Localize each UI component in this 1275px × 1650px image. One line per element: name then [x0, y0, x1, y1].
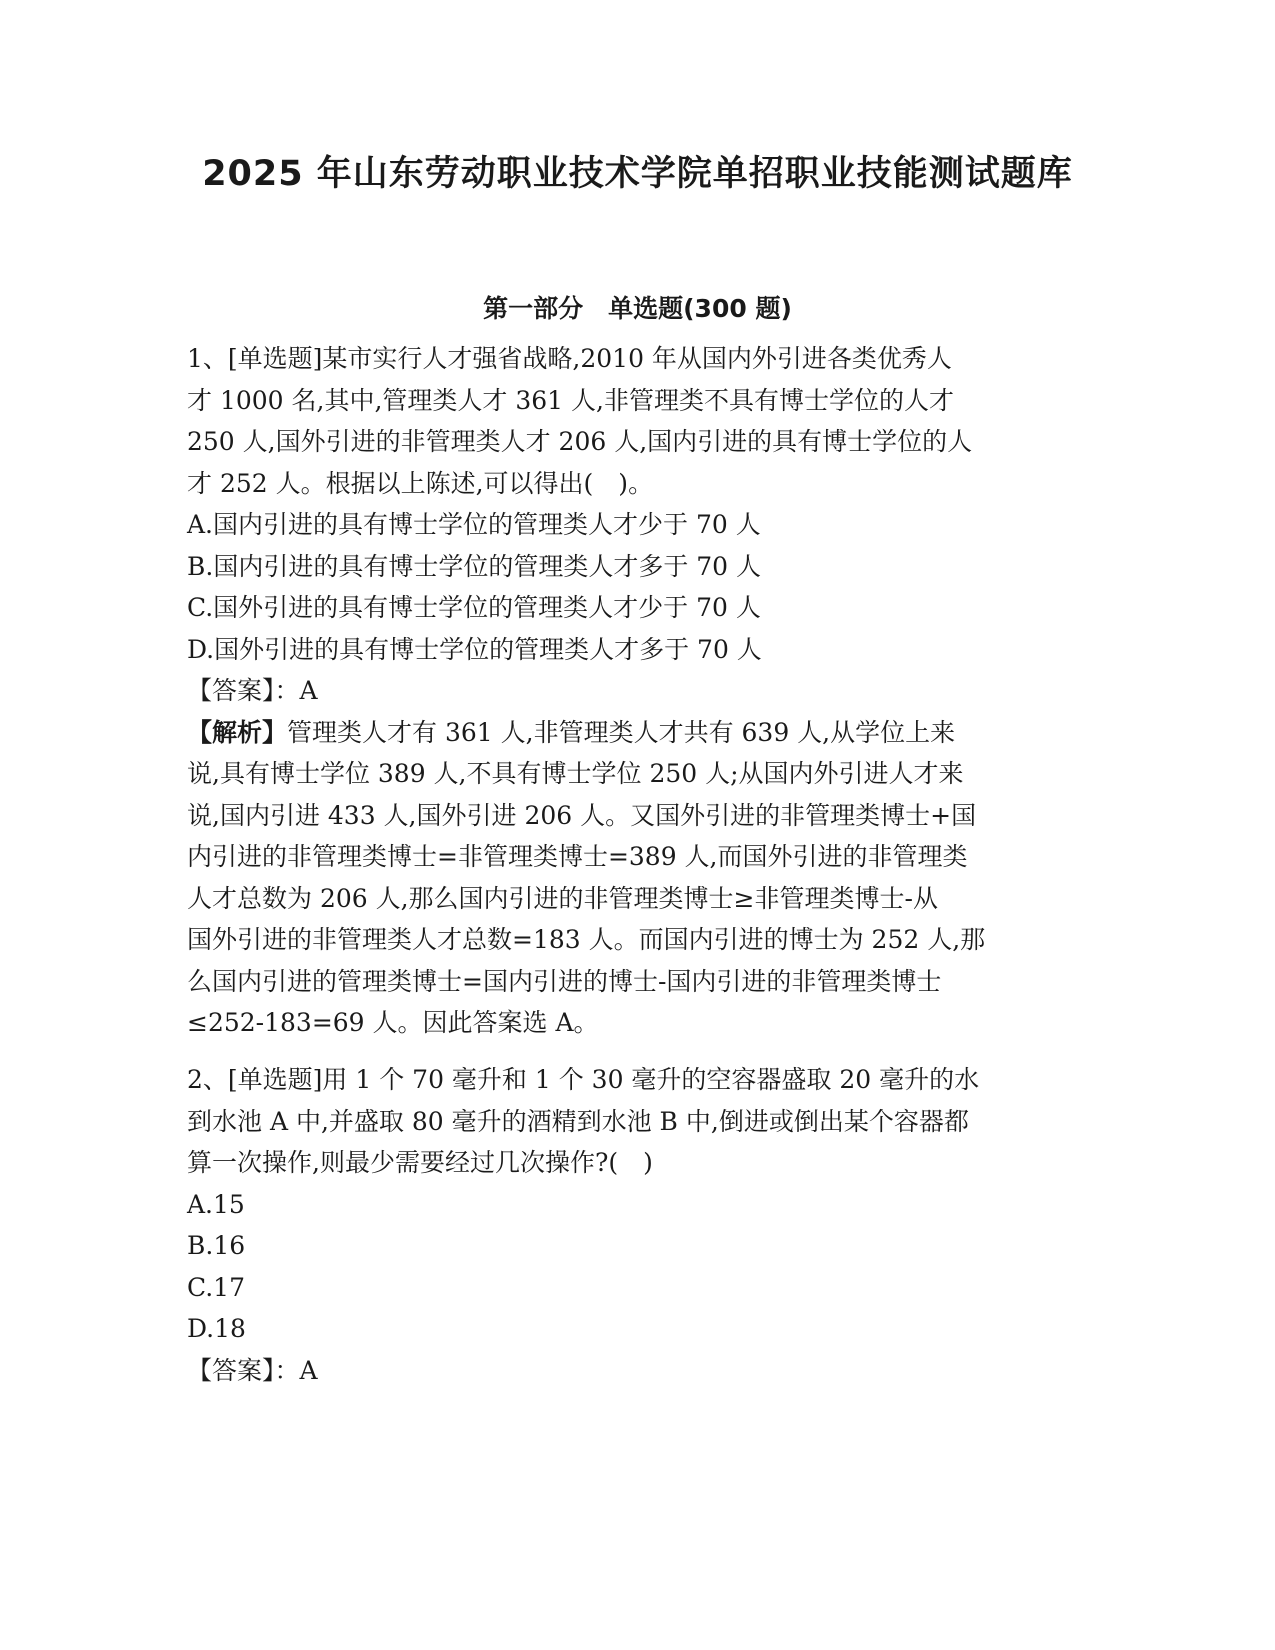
question-stem-line: 算一次操作,则最少需要经过几次操作?( ) [187, 1148, 653, 1177]
answer-line: 【答案】：A [187, 676, 318, 705]
option-a: A.15 [187, 1189, 245, 1219]
answer-line: 【答案】：A [187, 1355, 318, 1385]
question-stem-line: 才 252 人。根据以上陈述,可以得出( )。 [187, 468, 654, 498]
question-2 [187, 1059, 1087, 1391]
question-stem-line: 2、[单选题]用 1 个 70 毫升和 1 个 30 毫升的空容器盛取 20 毫升的水 [187, 1065, 980, 1094]
option-b: B.国内引进的具有博士学位的管理类人才多于 70 人 [187, 551, 762, 581]
option-b: B.16 [187, 1231, 246, 1260]
question-stem-line: 250 人,国外引进的非管理类人才 206 人,国内引进的具有博士学位的人 [187, 427, 973, 456]
explanation-line: 说,具有博士学位 389 人,不具有博士学位 250 人;从国内外引进人才来 [187, 759, 964, 788]
document-title: 2025 年山东劳动职业技术学院单招职业技能测试题库 [202, 154, 1073, 194]
question-1 [187, 338, 1087, 1044]
explanation-line: 人才总数为 206 人,那么国内引进的非管理类博士≥非管理类博士-从 [187, 883, 938, 913]
explanation-line: 说,国内引进 433 人,国外引进 206 人。又国外引进的非管理类博士+国 [187, 800, 977, 830]
option-c: C.17 [187, 1272, 245, 1302]
question-stem-line: 才 1000 名,其中,管理类人才 361 人,非管理类不具有博士学位的人才 [187, 385, 954, 415]
explanation-label: 【解析】 [187, 717, 288, 747]
section-heading: 第一部分 单选题(300 题) [483, 294, 792, 323]
option-d: D.国外引进的具有博士学位的管理类人才多于 70 人 [187, 634, 762, 664]
explanation-line [187, 712, 1087, 754]
option-a: A.国内引进的具有博士学位的管理类人才少于 70 人 [187, 510, 761, 539]
option-c: C.国外引进的具有博士学位的管理类人才少于 70 人 [187, 593, 761, 622]
question-stem-line: 到水池 A 中,并盛取 80 毫升的酒精到水池 B 中,倒进或倒出某个容器都 [187, 1106, 969, 1136]
option-d: D.18 [187, 1314, 246, 1343]
explanation-text: 管理类人才有 361 人,非管理类人才共有 639 人,从学位上来 [287, 717, 956, 747]
question-stem-line: 1、[单选题]某市实行人才强省战略,2010 年从国内外引进各类优秀人 [187, 344, 952, 373]
explanation-line: 国外引进的非管理类人才总数=183 人。而国内引进的博士为 252 人,那 [187, 925, 986, 954]
explanation-line: ≤252-183=69 人。因此答案选 A。 [187, 1008, 599, 1037]
explanation-line: 内引进的非管理类博士=非管理类博士=389 人,而国外引进的非管理类 [187, 842, 968, 871]
explanation-line: 么国内引进的管理类博士=国内引进的博士-国内引进的非管理类博士 [187, 966, 942, 996]
